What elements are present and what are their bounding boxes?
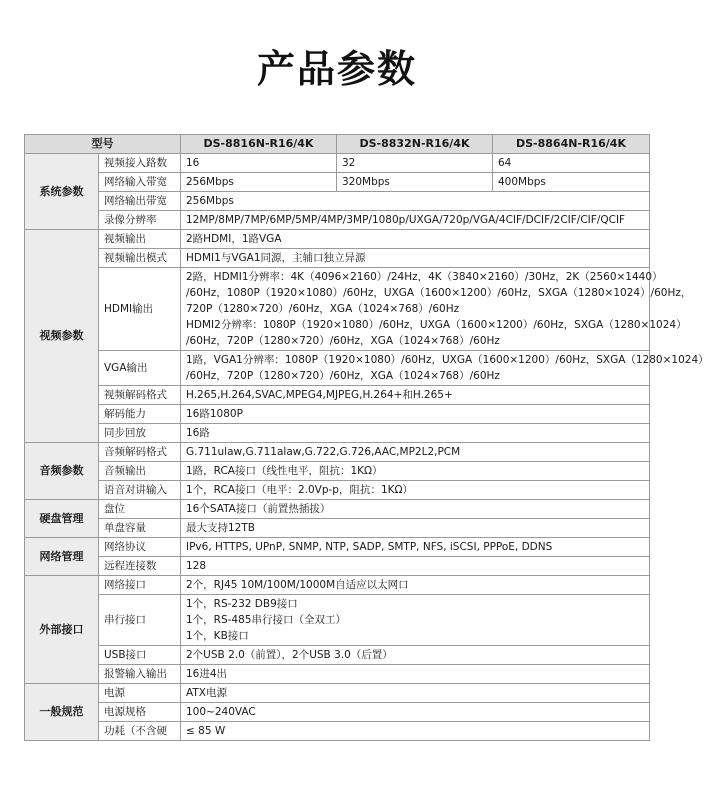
- row-label: 电源: [99, 684, 181, 703]
- value-line: G.711ulaw,G.711alaw,G.722,G.726,AAC,MP2L2,PCM: [186, 446, 461, 458]
- value-cell: [181, 481, 650, 500]
- spec-row: [25, 154, 650, 173]
- spec-row: [25, 500, 650, 519]
- category-label: 硬盘管理: [25, 500, 99, 538]
- value-line: /60Hz，1080P（1920×1080）/60Hz，UXGA（1600×1200）/60Hz，SXGA（1280×1024）/60Hz，: [186, 287, 692, 299]
- spec-row: [25, 595, 650, 646]
- value-line: 1个，RCA接口（电平：2.0Vp-p，阻抗：1KΩ）: [186, 484, 414, 496]
- spec-row: [25, 424, 650, 443]
- row-label: USB接口: [99, 646, 181, 665]
- value-cell: [181, 646, 650, 665]
- row-label: 视频接入路数: [99, 154, 181, 173]
- value-line: H.265,H.264,SVAC,MPEG4,MJPEG,H.264+和H.265+: [186, 389, 453, 401]
- spec-row: [25, 665, 650, 684]
- spec-row: [25, 268, 650, 351]
- value-line: ATX电源: [186, 687, 227, 699]
- value-cell: [181, 268, 692, 351]
- spec-row: [25, 211, 650, 230]
- row-label: 视频解码格式: [99, 386, 181, 405]
- spec-row: [25, 576, 650, 595]
- row-label: 录像分辨率: [99, 211, 181, 230]
- value-cell: [181, 351, 709, 386]
- value-line: /60Hz，720P（1280×720）/60Hz，XGA（1024×768）/60Hz: [186, 335, 500, 347]
- value-cell: [181, 500, 650, 519]
- value-line: 100~240VAC: [186, 706, 256, 718]
- value-line: 最大支持12TB: [186, 522, 255, 534]
- value-cell: [181, 519, 650, 538]
- value-line: 2个USB 2.0（前置），2个USB 3.0（后置）: [186, 649, 393, 661]
- category-label: 视频参数: [25, 230, 99, 443]
- row-label: 音频解码格式: [99, 443, 181, 462]
- category-label: 一般规范: [25, 684, 99, 741]
- spec-row: [25, 249, 650, 268]
- page-title: 产品参数: [256, 47, 417, 91]
- spec-row: [25, 538, 650, 557]
- value-cell: 32: [337, 154, 493, 173]
- value-line: ≤ 85 W: [186, 725, 226, 737]
- value-cell: [181, 703, 650, 722]
- spec-row: [25, 192, 650, 211]
- spec-row: [25, 443, 650, 462]
- value-cell: [181, 211, 650, 230]
- value-cell: [181, 386, 650, 405]
- value-cell: [181, 576, 650, 595]
- value-line: IPv6, HTTPS, UPnP, SNMP, NTP, SADP, SMTP, NFS, iSCSI, PPPoE, DDNS: [186, 541, 553, 553]
- value-cell: [181, 443, 650, 462]
- category-label: 音频参数: [25, 443, 99, 500]
- value-cell: [181, 665, 650, 684]
- spec-row: [25, 557, 650, 576]
- row-label: 串行接口: [99, 595, 181, 646]
- value-cell: [181, 538, 650, 557]
- value-cell: [181, 230, 650, 249]
- spec-row: [25, 462, 650, 481]
- value-cell: [181, 424, 650, 443]
- row-label: 单盘容量: [99, 519, 181, 538]
- category-label: 系统参数: [25, 154, 99, 230]
- spec-row: [25, 481, 650, 500]
- row-label: 视频输出: [99, 230, 181, 249]
- model-label: 型号: [25, 135, 181, 154]
- category-label: 网络管理: [25, 538, 99, 576]
- row-label: 音频输出: [99, 462, 181, 481]
- value-cell: [181, 192, 650, 211]
- row-label: 盘位: [99, 500, 181, 519]
- spec-row: [25, 519, 650, 538]
- value-line: /60Hz，720P（1280×720）/60Hz，XGA（1024×768）/60Hz: [186, 370, 500, 382]
- spec-row: [25, 684, 650, 703]
- value-cell: [181, 595, 650, 646]
- value-line: HDMI1与VGA1同源，主辅口独立异源: [186, 252, 366, 264]
- value-cell: [181, 684, 650, 703]
- value-line: 16路: [186, 427, 210, 439]
- value-line: 16个SATA接口（前置热插拔）: [186, 503, 331, 515]
- model-3: DS-8864N-R16/4K: [493, 135, 650, 154]
- value-cell: [181, 722, 650, 741]
- spec-row: [25, 703, 650, 722]
- spec-row: [25, 351, 650, 386]
- value-line: 12MP/8MP/7MP/6MP/5MP/4MP/3MP/1080p/UXGA/720p/VGA/4CIF/DCIF/2CIF/CIF/QCIF: [186, 214, 626, 226]
- row-label: 网络接口: [99, 576, 181, 595]
- value-line: 1个，KB接口: [186, 630, 249, 642]
- value-line: HDMI2分辨率：1080P（1920×1080）/60Hz，UXGA（1600×1200）/60Hz，SXGA（1280×1024）: [186, 319, 687, 331]
- value-cell: 320Mbps: [337, 173, 493, 192]
- row-label: 远程连接数: [99, 557, 181, 576]
- spec-row: [25, 405, 650, 424]
- value-line: 1个，RS-485串行接口（全双工）: [186, 614, 346, 626]
- value-cell: [181, 405, 650, 424]
- value-line: 1个，RS-232 DB9接口: [186, 598, 298, 610]
- header-row: [25, 135, 650, 154]
- value-line: 720P（1280×720）/60Hz，XGA（1024×768）/60Hz: [186, 303, 460, 315]
- value-cell: [181, 249, 650, 268]
- spec-row: [25, 230, 650, 249]
- row-label: HDMI输出: [99, 268, 181, 351]
- value-line: 256Mbps: [186, 195, 234, 207]
- spec-row: [25, 386, 650, 405]
- spec-body: [25, 154, 709, 741]
- row-label: 功耗（不含硬: [99, 722, 181, 741]
- spec-table: [24, 134, 709, 741]
- row-label: 网络输入带宽: [99, 173, 181, 192]
- row-label: 网络输出带宽: [99, 192, 181, 211]
- value-cell: 16: [181, 154, 337, 173]
- value-line: 1路，RCA接口（线性电平，阻抗：1KΩ）: [186, 465, 383, 477]
- row-label: 网络协议: [99, 538, 181, 557]
- category-label: 外部接口: [25, 576, 99, 684]
- value-line: 128: [186, 560, 207, 572]
- row-label: VGA输出: [99, 351, 181, 386]
- value-cell: [181, 557, 650, 576]
- model-2: DS-8832N-R16/4K: [337, 135, 493, 154]
- value-cell: [181, 462, 650, 481]
- value-line: 16路1080P: [186, 408, 243, 420]
- value-line: 1路，VGA1分辨率：1080P（1920×1080）/60Hz，UXGA（1600×1200）/60Hz，SXGA（1280×1024）: [186, 354, 709, 366]
- model-1: DS-8816N-R16/4K: [181, 135, 337, 154]
- value-cell: 64: [493, 154, 650, 173]
- row-label: 电源规格: [99, 703, 181, 722]
- value-line: 2个，RJ45 10M/100M/1000M自适应以太网口: [186, 579, 409, 591]
- row-label: 报警输入输出: [99, 665, 181, 684]
- spec-row: [25, 722, 650, 741]
- spec-row: [25, 173, 650, 192]
- row-label: 语音对讲输入: [99, 481, 181, 500]
- spec-row: [25, 646, 650, 665]
- row-label: 解码能力: [99, 405, 181, 424]
- value-line: 2路HDMI，1路VGA: [186, 233, 282, 245]
- value-cell: 256Mbps: [181, 173, 337, 192]
- value-line: 2路，HDMI1分辨率：4K（4096×2160）/24Hz，4K（3840×2160）/30Hz，2K（2560×1440）: [186, 271, 663, 283]
- row-label: 同步回放: [99, 424, 181, 443]
- row-label: 视频输出模式: [99, 249, 181, 268]
- value-line: 16进4出: [186, 668, 228, 680]
- value-cell: 400Mbps: [493, 173, 650, 192]
